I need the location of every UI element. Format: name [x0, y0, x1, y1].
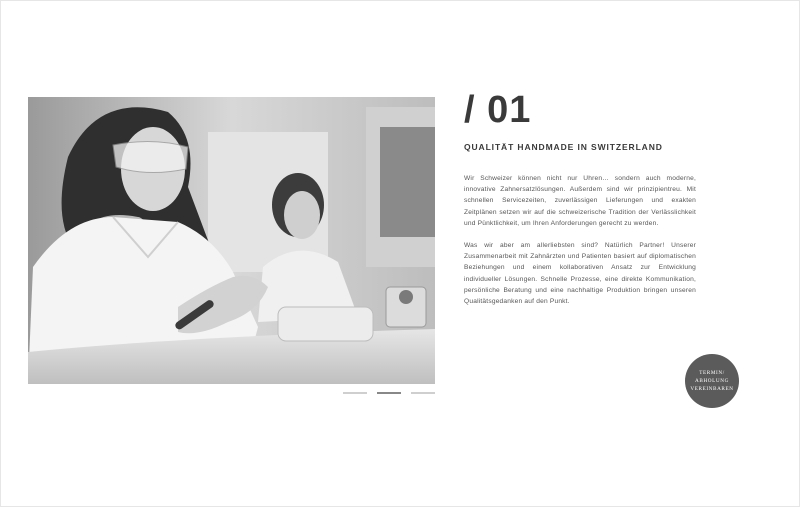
slider-dot-2[interactable] — [377, 392, 401, 394]
section-heading: QUALITÄT HANDMADE IN SWITZERLAND — [464, 142, 663, 152]
appointment-button-line-1: TERMIN/ — [699, 370, 725, 376]
appointment-button-line-3: VEREINBAREN — [690, 386, 734, 392]
appointment-button[interactable] — [685, 354, 739, 408]
hero-photo-dental-technicians — [28, 97, 435, 384]
slider-dot-1[interactable] — [343, 392, 367, 394]
appointment-button-line-2: ABHOLUNG — [695, 378, 729, 384]
slider-dot-3[interactable] — [411, 392, 435, 394]
slider-pagination — [343, 392, 435, 396]
body-paragraph-2: Was wir aber am allerliebsten sind? Natürlich Partner! Unserer Zusammenarbeit mit Zahnärzten und Patienten basiert auf diplomatischen Beziehungen und einem kollaborativen Ansatz zur Entwicklung individueller Lösungen. Schnelle Prozesse, eine direkte Kommunikation, persönliche Beratung und eine nachhaltige Produktion bringen unseren Qualitätsgedanken auf den Punkt. — [464, 242, 696, 306]
body-paragraph-1: Wir Schweizer können nicht nur Uhren… sondern auch moderne, innovative Zahnersatzlösungen. Außerdem sind wir prinzipientreu. Mit schnellen Servicezeiten, zuverlässigen Lieferungen und exakten Zeitplänen setzen wir auf die schweizerische Tradition der Verlässlichkeit und Pünktlichkeit, um Ihren Anforderungen gerecht zu werden. — [464, 175, 696, 227]
section-body — [464, 173, 696, 318]
section-number: / 01 — [464, 89, 532, 131]
